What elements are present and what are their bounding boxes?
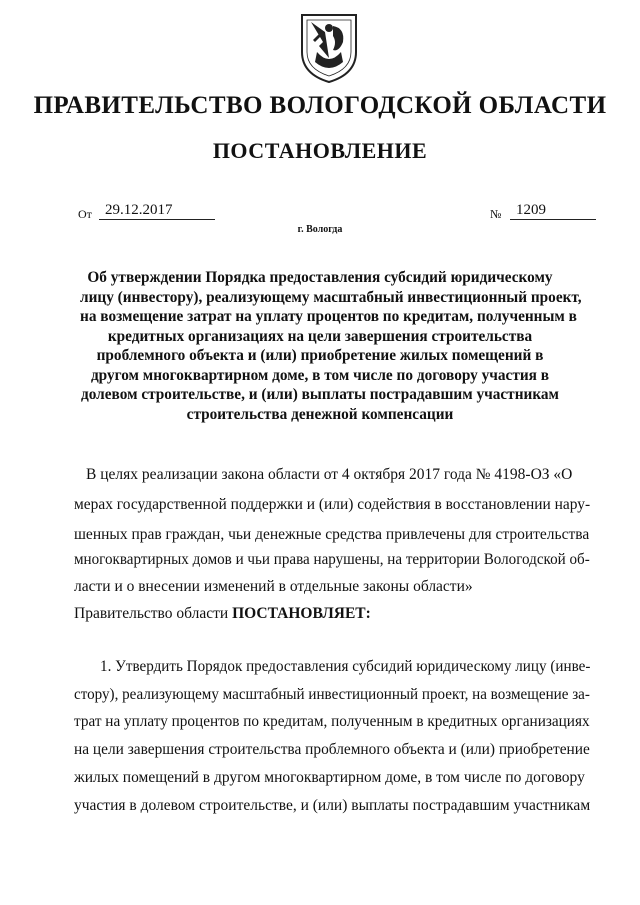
city-label: г. Вологда	[297, 224, 343, 235]
preamble-line: многоквартирных домов и чьи права нарушены, на территории Вологодской об-	[74, 551, 590, 568]
subject-line: другом многоквартирном доме, в том числе по договору участия в	[90, 366, 550, 384]
preamble-line: В целях реализации закона области от 4 октября 2017 года № 4198-ОЗ «О	[86, 466, 573, 483]
document-number: 1209	[510, 201, 596, 220]
subject-line: строительства денежной компенсации	[186, 405, 454, 423]
document-type-title: ПОСТАНОВЛЕНИЕ	[212, 138, 428, 163]
resolution-statement	[74, 605, 371, 623]
subject-line: долевом строительстве, и (или) выплаты пострадавшим участникам	[81, 386, 559, 403]
resolution-keyword: ПОСТАНОВЛЯЕТ:	[232, 605, 371, 622]
subject-line: кредитных организациях на цели завершения строительства	[107, 327, 533, 345]
item1-line: стору), реализующему масштабный инвестиционный проект, на возмещение за-	[74, 686, 590, 703]
number-prefix: №	[490, 207, 502, 221]
organization-title: ПРАВИТЕЛЬСТВО ВОЛОГОДСКОЙ ОБЛАСТИ	[33, 92, 607, 119]
item1-line: жилых помещений в другом многоквартирном доме, в том числе по договору	[74, 769, 585, 786]
item1-line: участия в долевом строительстве, и (или) выплаты пострадавшим участникам	[74, 797, 591, 814]
subject-line: на возмещение затрат на уплату процентов по кредитам, полученным в	[80, 308, 577, 325]
subject-line: лицу (инвестору), реализующему масштабный инвестиционный проект,	[80, 288, 582, 306]
item1-line: трат на уплату процентов по кредитам, полученным в кредитных организациях	[74, 713, 590, 730]
preamble-line: мерах государственной поддержки и (или) содействия в восстановлении нару-	[74, 496, 591, 513]
resolution-prefix: Правительство области	[74, 605, 233, 622]
date-prefix: От	[78, 207, 92, 221]
subject-line: Об утверждении Порядка предоставления субсидий юридическому	[87, 269, 553, 286]
preamble-line: шенных прав граждан, чьи денежные средства привлечены для строительства	[74, 526, 590, 543]
document-date: 29.12.2017	[99, 201, 215, 220]
item1-line: 1. Утвердить Порядок предоставления субсидий юридическому лицу (инве-	[100, 658, 591, 675]
coat-of-arms-icon	[299, 12, 359, 84]
item1-line: на цели завершения строительства проблемного объекта и (или) приобретение	[74, 741, 590, 758]
subject-line: проблемного объекта и (или) приобретение жилых помещений в	[96, 347, 544, 364]
preamble-line: ласти и о внесении изменений в отдельные законы области»	[74, 578, 473, 595]
document-subject	[80, 268, 582, 424]
